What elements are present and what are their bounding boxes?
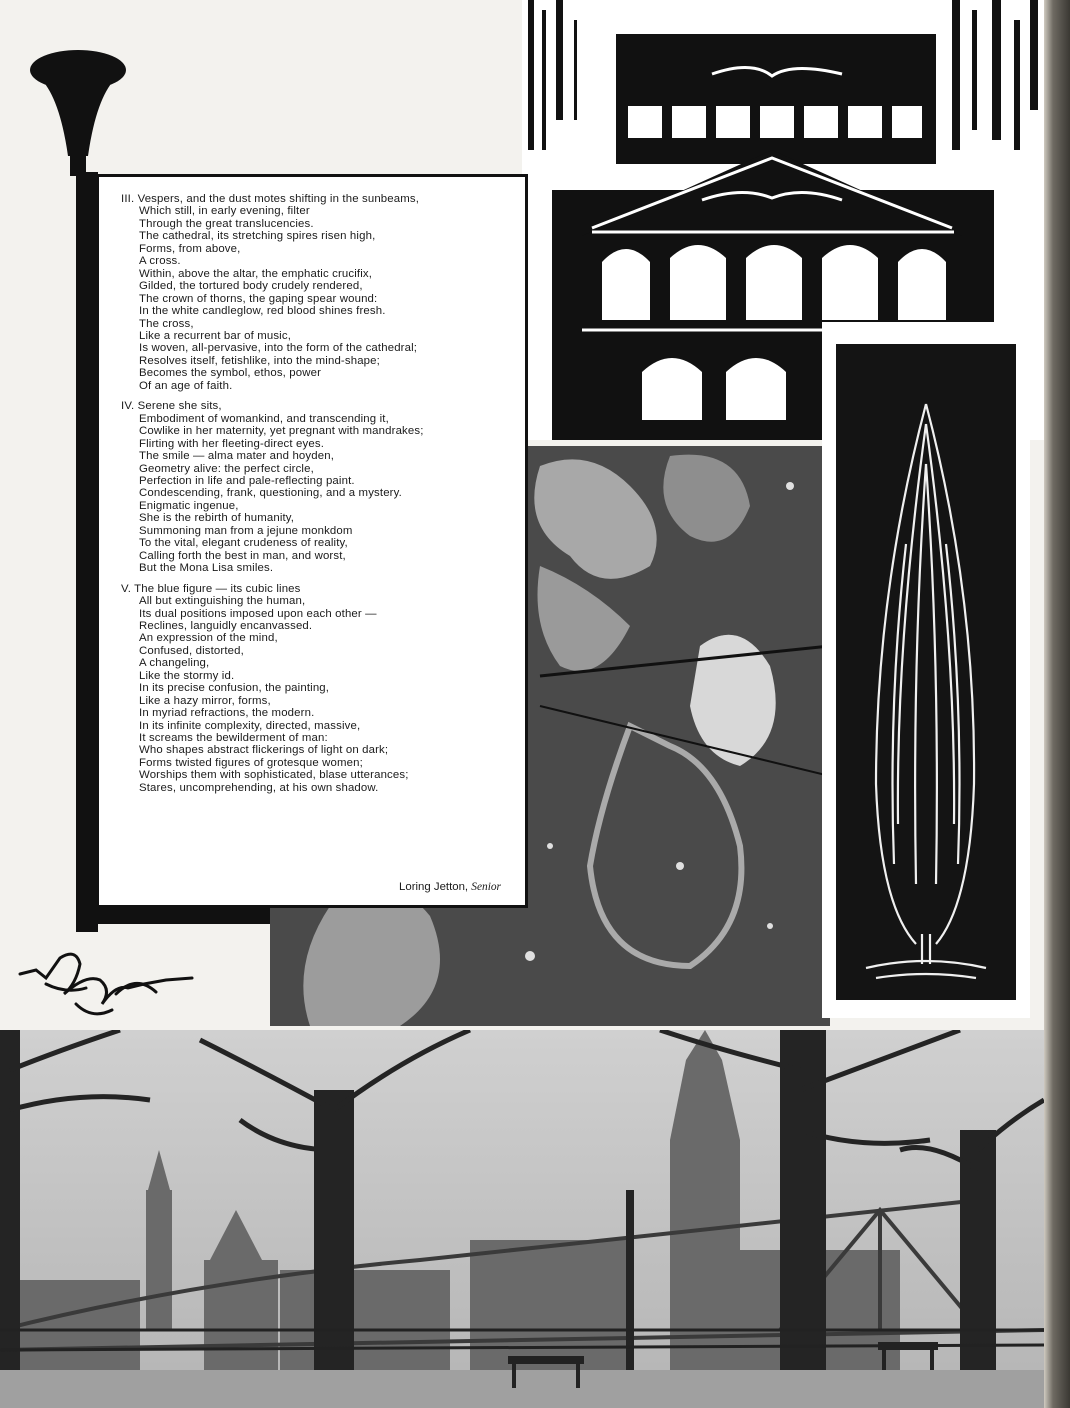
poem-line: Within, above the altar, the emphatic crucifix, — [139, 267, 373, 280]
poem-line: Of an age of faith. — [139, 379, 233, 392]
poem-line: An expression of the mind, — [139, 632, 278, 645]
poem-line: Is woven, all-pervasive, into the form of the cathedral; — [139, 342, 418, 355]
poem-line: IV. Serene she sits, — [121, 400, 222, 413]
poem-line: In its infinite complexity, directed, massive, — [139, 719, 361, 732]
poem-line: To the vital, elegant crudeness of reality, — [139, 537, 348, 550]
poem-line: A changeling, — [139, 657, 210, 670]
poem-line: Gilded, the tortured body crudely rendered, — [139, 280, 363, 293]
lamp-pole — [76, 172, 98, 932]
city-river-photo — [0, 1030, 1044, 1408]
poem-line: In its precise confusion, the painting, — [139, 682, 330, 695]
poem-stanza-v — [121, 583, 511, 795]
poem-line: A cross. — [139, 255, 181, 268]
poem-line: V. The blue figure — its cubic lines — [121, 582, 301, 595]
poem-line: Condescending, frank, questioning, and a mystery. — [139, 487, 402, 500]
poem-line: The crown of thorns, the gaping spear wound: — [139, 292, 378, 305]
poem-line: Confused, distorted, — [139, 644, 244, 657]
poem-line: Summoning man from a jejune monkdom — [139, 524, 353, 537]
poem-line: Which still, in early evening, filter — [139, 205, 310, 218]
poem-line: Forms twisted figures of grotesque women; — [139, 756, 363, 769]
lamp-base-bar — [76, 906, 276, 924]
poem-line: But the Mona Lisa smiles. — [139, 562, 274, 575]
poem-line: Embodiment of womankind, and transcending it, — [139, 412, 389, 425]
poem-line: In the white candleglow, red blood shines fresh. — [139, 305, 386, 318]
cypress-woodcut-image — [836, 344, 1016, 1000]
poem-line: In myriad refractions, the modern. — [139, 707, 315, 720]
poem-line: Becomes the symbol, ethos, power — [139, 367, 322, 380]
poem-line: Through the great translucencies. — [139, 217, 314, 230]
poem-line: Cowlike in her maternity, yet pregnant with mandrakes; — [139, 425, 424, 438]
poem-stanza-iii — [121, 193, 511, 392]
poem-line: Like a recurrent bar of music, — [139, 329, 292, 342]
poem-line: Worships them with sophisticated, blase utterances; — [139, 769, 409, 782]
poem-line: The smile — alma mater and hoyden, — [139, 450, 335, 463]
poem-line: The cathedral, its stretching spires risen high, — [139, 230, 376, 243]
author-name: Loring Jetton, — [399, 881, 469, 893]
poem-line: Forms, from above, — [139, 242, 241, 255]
poem-panel — [96, 174, 528, 908]
poem-line: Who shapes abstract flickerings of light on dark; — [139, 744, 389, 757]
poem-signature — [399, 881, 501, 893]
poem-stanza-iv — [121, 400, 511, 574]
poem-line: It screams the bewilderment of man: — [139, 732, 328, 745]
poem-line: Stares, uncomprehending, at his own shadow. — [139, 781, 379, 794]
poem-line: All but extinguishing the human, — [139, 595, 306, 608]
poem-line: Like the stormy id. — [139, 669, 235, 682]
poem-line: Reclines, languidly encanvassed. — [139, 619, 313, 632]
poem-line: Flirting with her fleeting-direct eyes. — [139, 437, 325, 450]
lamp-post-icon — [28, 46, 128, 176]
poem-line: Like a hazy mirror, forms, — [139, 694, 271, 707]
poem-line: Geometry alive: the perfect circle, — [139, 462, 314, 475]
poem-line: Its dual positions imposed upon each other — — [139, 607, 377, 620]
author-role: Senior — [471, 881, 501, 893]
poem-line: She is the rebirth of humanity, — [139, 512, 295, 525]
poem-line: Enigmatic ingenue, — [139, 499, 239, 512]
poem-line: The cross, — [139, 317, 194, 330]
ink-scribble-icon — [16, 944, 196, 1024]
poem-line: Calling forth the best in man, and worst, — [139, 549, 346, 562]
poem-line: Perfection in life and pale-reflecting paint. — [139, 474, 355, 487]
poem-line: Resolves itself, fetishlike, into the mind-shape; — [139, 354, 380, 367]
poem-line: III. Vespers, and the dust motes shifting in the sunbeams, — [121, 193, 420, 205]
page-binding-shadow — [1044, 0, 1070, 1408]
